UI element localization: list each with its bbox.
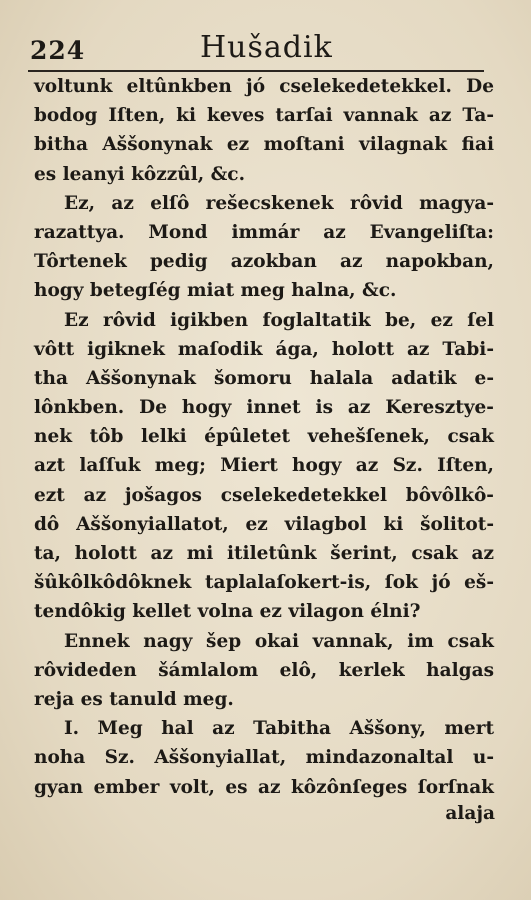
text-line: Ez rôvid igikben foglaltatik be, ez ſel [64, 309, 494, 331]
text-line: ezt az jošagos cselekedetekkel bôvôlkô- [34, 484, 494, 506]
text-line: hogy betegſég miat meg halna, &c. [34, 280, 397, 302]
text-line: bodog Iſten, ki keves tarſai vannak az Ta- [34, 105, 494, 127]
running-title: Hušadik [200, 30, 333, 65]
text-line: reja es tanuld meg. [34, 688, 234, 710]
page-number: 224 [30, 36, 86, 65]
text-line: gyan ember volt, es az kôzônſeges ſorſnak [34, 776, 494, 798]
body-text [34, 72, 494, 802]
text-line: razattya. Mond immár az Evangeliſta: [34, 221, 494, 243]
text-line: dô Aššonyiallatot, ez vilagbol ki šolitot- [34, 513, 494, 535]
text-line: nek tôb lelki épûletet vehešſenek, csak [34, 426, 494, 448]
text-line: Tôrtenek pedig azokban az napokban, [34, 251, 494, 273]
text-line: Ez, az elſô rešecskenek rôvid magya- [64, 192, 494, 214]
text-line: es leanyi kôzzûl, &c. [34, 163, 246, 185]
text-line: Ennek nagy šep okai vannak, im csak [64, 630, 494, 652]
text-line: noha Sz. Aššonyiallat, mindazonaltal u- [34, 747, 494, 769]
text-line: bitha Aššonynak ez moſtani vilagnak fiai [34, 134, 494, 156]
text-line: rôvideden šámlalom elô, kerlek halgas [34, 659, 494, 681]
text-line: lônkben. De hogy innet is az Keresztye- [34, 397, 494, 419]
text-line: tendôkig kellet volna ez vilagon élni? [34, 601, 421, 623]
text-line: šûkôlkôdôknek taplalaſokert-is, ſok jó eš- [34, 572, 494, 594]
page-header [30, 30, 482, 72]
catchword: alaja [445, 803, 495, 824]
text-line: vôtt igiknek maſodik ága, holott az Tabi- [34, 338, 494, 360]
text-line: ta, holott az mi itiletûnk šerint, csak az [34, 543, 494, 564]
text-line: voltunk eltûnkben jó cselekedetekkel. De [34, 76, 494, 97]
text-line: I. Meg hal az Tabitha Aššony, mert [64, 718, 494, 740]
text-line: tha Aššonynak šomoru halala adatik e- [34, 367, 494, 389]
text-line: azt laſſuk meg; Miert hogy az Sz. Iſten, [34, 455, 494, 477]
